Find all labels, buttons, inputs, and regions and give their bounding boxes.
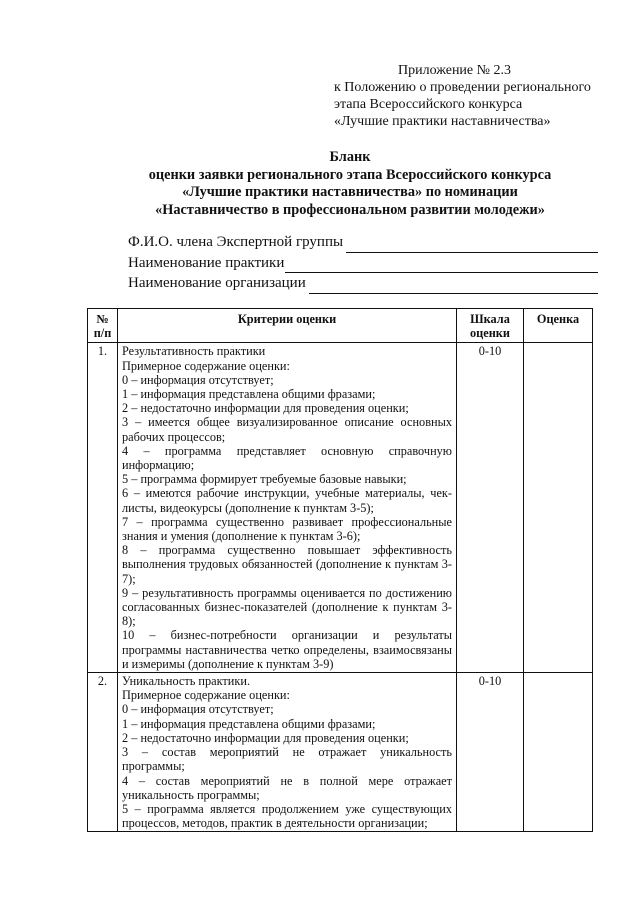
expert-name-field[interactable] — [128, 232, 598, 253]
score-cell[interactable] — [524, 343, 593, 673]
criteria-line: 2 – недостаточно информации для проведения оценки; — [122, 730, 409, 745]
criteria-line: 3 – имеется общее визуализированное описание основных рабочих процессов; — [122, 415, 452, 444]
criteria-line: 1 – информация представлена общими фразами; — [122, 387, 376, 402]
title-line: Бланк — [329, 149, 371, 165]
score-cell[interactable] — [524, 673, 593, 832]
criteria-title: Уникальность практики. — [122, 674, 251, 689]
table-header-row — [88, 309, 593, 343]
row-number: 1. — [88, 343, 118, 673]
criteria-line: 9 – результативность программы оценивается по достижению согласованных бизнес-показателей (дополнение к пунктам 3-8); — [122, 585, 452, 629]
criteria-line: 3 – состав мероприятий не отражает уникальность программы; — [122, 745, 452, 774]
header-score: Оценка — [524, 309, 593, 343]
table-row — [88, 343, 593, 673]
form-title — [60, 149, 640, 219]
criteria-cell — [118, 673, 457, 832]
header-num: № п/п — [88, 309, 118, 343]
header-criteria: Критерии оценки — [118, 309, 457, 343]
criteria-line: 0 – информация отсутствует; — [122, 702, 274, 717]
criteria-line: 7 – программа существенно развивает профессиональные знания и умения (дополнение к пунктам 3-6); — [122, 514, 452, 544]
appendix-number: Приложение № 2.3 — [398, 63, 511, 78]
practice-name-label: Наименование практики — [128, 254, 285, 271]
organization-name-blank[interactable] — [309, 279, 598, 294]
scale-cell: 0-10 — [457, 673, 524, 832]
criteria-line: 8 – программа существенно повышает эффективность выполнения трудовых обязанностей (дополнение к пунктам 3-7); — [122, 543, 452, 586]
practice-name-field[interactable] — [128, 253, 598, 274]
criteria-line: 5 – программа формирует требуемые базовые навыки; — [122, 472, 407, 487]
expert-name-blank[interactable] — [346, 238, 598, 253]
title-line: «Лучшие практики наставничества» по номинации — [182, 184, 518, 200]
criteria-line: 0 – информация отсутствует; — [122, 372, 274, 387]
organization-name-label: Наименование организации — [128, 275, 306, 291]
appendix-reference — [334, 62, 624, 130]
appendix-line: этапа Всероссийского конкурса — [334, 97, 523, 112]
organization-name-field[interactable] — [128, 273, 598, 294]
criteria-line: 1 – информация представлена общими фразами; — [122, 716, 376, 731]
practice-name-blank[interactable] — [285, 258, 598, 273]
header-scale: Шкала оценки — [457, 309, 524, 343]
criteria-line: 6 – имеются рабочие инструкции, учебные материалы, чек-листы, видеокурсы (дополнение к пунктам 3-5); — [122, 486, 452, 515]
appendix-line: к Положению о проведении регионального — [334, 80, 591, 95]
criteria-line: 4 – программа представляет основную справочную информацию; — [122, 443, 452, 473]
criteria-line: Примерное содержание оценки: — [122, 358, 290, 373]
appendix-line: «Лучшие практики наставничества» — [334, 114, 551, 129]
criteria-line: 10 – бизнес-потребности организации и результаты программы наставничества четко определены, взаимосвязаны и измеримы (дополнение к пунктам 3-9) — [122, 628, 452, 671]
criteria-cell — [118, 343, 457, 673]
criteria-line: Примерное содержание оценки: — [122, 688, 290, 703]
scale-cell: 0-10 — [457, 343, 524, 673]
table-row — [88, 673, 593, 832]
title-line: «Наставничество в профессиональном развитии молодежи» — [155, 201, 545, 218]
evaluation-table — [87, 308, 593, 832]
expert-name-label: Ф.И.О. члена Экспертной группы — [128, 234, 344, 250]
form-fields — [128, 232, 598, 294]
criteria-line: 4 – состав мероприятий не в полной мере отражает уникальность программы; — [122, 773, 452, 802]
title-line: оценки заявки регионального этапа Всероссийского конкурса — [148, 166, 552, 183]
criteria-title: Результативность практики — [122, 344, 266, 359]
criteria-line: 2 – недостаточно информации для проведения оценки; — [122, 401, 409, 416]
criteria-line: 5 – программа является продолжением уже существующих процессов, методов, практик в деятельности организации; — [122, 801, 452, 831]
row-number: 2. — [88, 673, 118, 832]
